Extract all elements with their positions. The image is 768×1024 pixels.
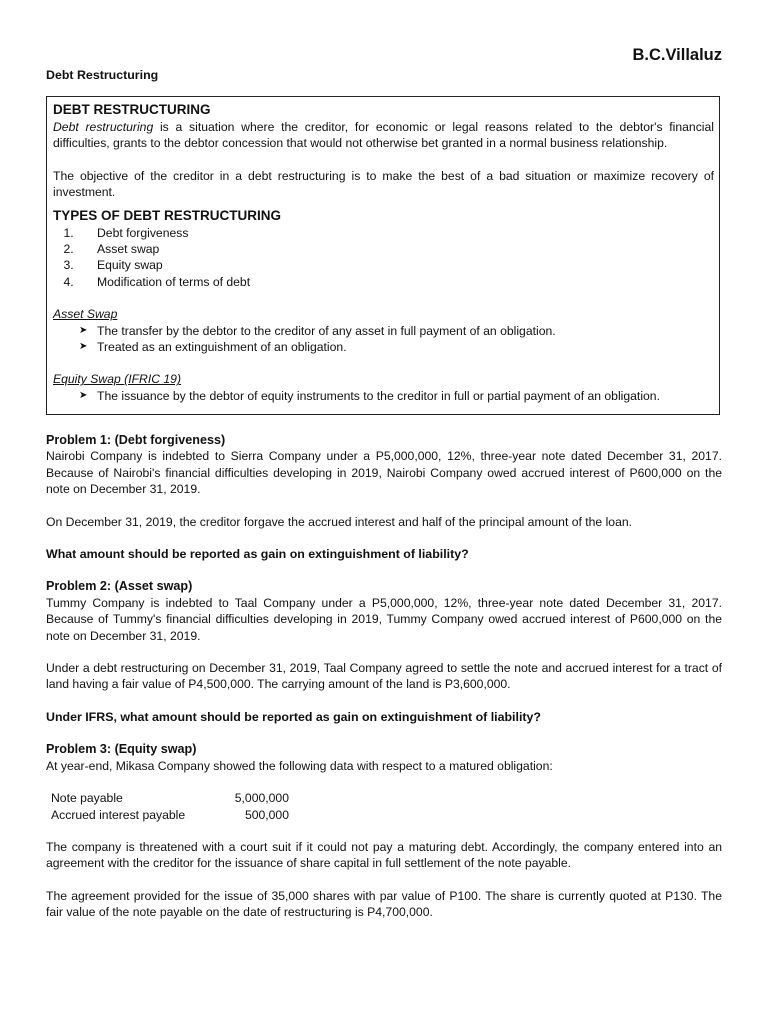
types-heading: TYPES OF DEBT RESTRUCTURING <box>53 207 282 223</box>
asset-swap-title: Asset Swap <box>53 307 118 322</box>
problem-3-paragraph: The company is threatened with a court suit if it could not pay a maturing debt. Accordingly, the company entered into an agreement with the creditor for the issuance of share capital in full settlement of the note payable. <box>46 839 722 871</box>
problem-2-paragraph: Tummy Company is indebted to Taal Company under a P5,000,000, 12%, three-year note dated December 31, 2017. Because of Tummy's financial difficulties developing in 2019, Tummy Company owed accrued interest of P600,000 on the note on December 31, 2019. <box>46 595 722 643</box>
objective-paragraph: The objective of the creditor in a debt restructuring is to make the best of a bad situation or maximize recovery of investment. <box>53 168 714 200</box>
equity-swap-title: Equity Swap (IFRIC 19) <box>53 372 182 387</box>
table-row <box>51 807 289 823</box>
list-item: 2. Asset swap <box>77 241 714 257</box>
arrow-bullet-icon: ➤ <box>79 324 88 336</box>
list-item: ➤ Treated as an extinguishment of an obligation. <box>79 340 347 355</box>
row-label: Accrued interest payable <box>51 807 186 822</box>
definition-text: is a situation where the creditor, for economic or legal reasons related to the debtor's financial difficulties, grants to the debtor concession that would not otherwise bet granted in a normal business relationship. <box>53 120 714 151</box>
types-list <box>53 225 714 291</box>
row-value: 500,000 <box>244 807 289 822</box>
list-item: 1. Debt forgiveness <box>77 225 714 241</box>
box-heading: DEBT RESTRUCTURING <box>53 102 211 117</box>
problem-2-paragraph: Under a debt restructuring on December 31, 2019, Taal Company agreed to settle the note and accrued interest for a tract of land having a fair value of P4,500,000. The carrying amount of the land is P3,600,000. <box>46 661 722 692</box>
problem-2-heading: Problem 2: (Asset swap) <box>46 579 193 594</box>
list-item: ➤ The issuance by the debtor of equity instruments to the creditor in full or partial payment of an obligation. <box>79 388 660 403</box>
problem-3-heading: Problem 3: (Equity swap) <box>46 742 197 757</box>
arrow-bullet-icon: ➤ <box>79 341 88 353</box>
problem-1-heading: Problem 1: (Debt forgiveness) <box>46 433 226 447</box>
problem-2-question: Under IFRS, what amount should be reported as gain on extinguishment of liability? <box>46 709 541 724</box>
problem-1-paragraph: Nairobi Company is indebted to Sierra Company under a P5,000,000, 12%, three-year note dated December 31, 2017. Because of Nairobi's financial difficulties developing in 2019, Nairobi Company owed accrued interest of P600,000 on the note on December 31, 2019. <box>46 449 722 497</box>
problem-1-question: What amount should be reported as gain on extinguishment of liability? <box>46 547 469 562</box>
problem-1-paragraph: On December 31, 2019, the creditor forgave the accrued interest and half of the principal amount of the loan. <box>46 514 633 529</box>
problem-3-paragraph: At year-end, Mikasa Company showed the following data with respect to a matured obligation: <box>46 758 553 773</box>
obligation-table <box>51 790 289 823</box>
list-item: 4. Modification of terms of debt <box>77 274 714 290</box>
definition-paragraph <box>53 119 714 152</box>
row-label: Note payable <box>51 791 123 806</box>
asset-swap-list <box>53 323 714 356</box>
row-value: 5,000,000 <box>234 791 289 806</box>
problems-section <box>46 432 722 921</box>
list-item: 3. Equity swap <box>77 257 714 273</box>
problem-3-paragraph: The agreement provided for the issue of 35,000 shares with par value of P100. The share is currently quoted at P130. The fair value of the note payable on the date of restructuring is P4,700,000. <box>46 888 722 920</box>
author-name: B.C.Villaluz <box>632 46 722 64</box>
table-row <box>51 790 289 806</box>
list-item: ➤ The transfer by the debtor to the creditor of any asset in full payment of an obligation. <box>79 323 556 338</box>
document-title: Debt Restructuring <box>46 68 159 82</box>
equity-swap-list <box>53 388 714 404</box>
definition-box <box>46 96 720 415</box>
definition-term: Debt restructuring <box>53 120 154 134</box>
arrow-bullet-icon: ➤ <box>79 389 88 401</box>
